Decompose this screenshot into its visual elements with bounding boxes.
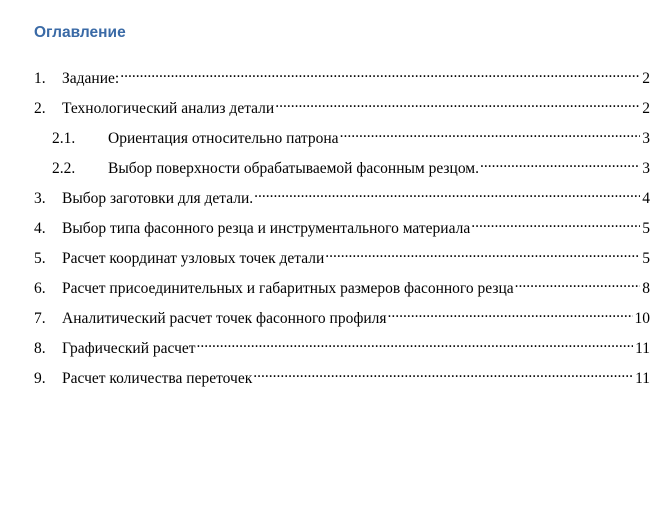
toc-dot-leader [340, 123, 641, 143]
toc-entry-number: 9. [34, 370, 46, 387]
toc-entry[interactable] [34, 363, 650, 387]
toc-entry-title: Ориентация относительно патрона [108, 130, 339, 147]
toc-entry-title: Задание: [62, 70, 120, 87]
toc-entry-number: 6. [34, 280, 46, 297]
toc-entry-page: 11 [635, 370, 650, 387]
toc-entry-title: Выбор типа фасонного резца и инструментального материала [62, 220, 471, 237]
toc-entry-number: 3. [34, 190, 46, 207]
toc-entry[interactable] [34, 303, 650, 327]
toc-dot-leader [515, 273, 641, 293]
toc-entry-page: 2 [642, 100, 650, 117]
toc-entry-title: Расчет присоединительных и габаритных размеров фасонного резца [62, 280, 514, 297]
toc-dot-leader [325, 243, 640, 263]
toc-entry-page: 5 [642, 250, 650, 267]
toc-entry[interactable] [34, 63, 650, 87]
toc-entry-page: 3 [642, 160, 650, 177]
toc-entry[interactable] [52, 153, 650, 177]
toc-entry[interactable] [52, 123, 650, 147]
toc-dot-leader [120, 63, 640, 83]
toc-entry-page: 4 [642, 190, 650, 207]
toc-dot-leader [471, 213, 640, 233]
toc-entry-title: Технологический анализ детали [62, 100, 275, 117]
toc-entry[interactable] [34, 243, 650, 267]
toc-entry[interactable] [34, 183, 650, 207]
toc-heading: Оглавление [34, 24, 126, 41]
toc-entry-number: 2.1. [52, 130, 76, 147]
toc-dot-leader [480, 153, 640, 173]
toc-entry-number: 4. [34, 220, 46, 237]
toc-entry[interactable] [34, 213, 650, 237]
toc-entry-page: 3 [642, 130, 650, 147]
toc-entry-title: Расчет координат узловых точек детали [62, 250, 325, 267]
toc-entry-page: 11 [635, 340, 650, 357]
toc-dot-leader [254, 183, 640, 203]
toc-entry-number: 2.2. [52, 160, 76, 177]
toc-dot-leader [253, 363, 633, 383]
toc-entry-number: 8. [34, 340, 46, 357]
toc-entry-number: 1. [34, 70, 46, 87]
toc-entry-page: 5 [642, 220, 650, 237]
table-of-contents [34, 24, 650, 387]
toc-dot-leader [275, 93, 640, 113]
toc-entry-number: 5. [34, 250, 46, 267]
toc-dot-leader [197, 333, 634, 353]
toc-entry[interactable] [34, 333, 650, 357]
toc-entry-title: Расчет количества переточек [62, 370, 253, 387]
toc-entry-page: 8 [642, 280, 650, 297]
toc-entry-title: Выбор заготовки для детали. [62, 190, 254, 207]
toc-entry[interactable] [34, 93, 650, 117]
toc-entry-page: 2 [642, 70, 650, 87]
toc-entry-page: 10 [634, 310, 650, 327]
toc-entry-number: 2. [34, 100, 46, 117]
toc-entry-title: Аналитический расчет точек фасонного профиля [62, 310, 387, 327]
toc-entry-title: Выбор поверхности обрабатываемой фасонным резцом. [108, 160, 479, 177]
toc-entry-number: 7. [34, 310, 46, 327]
toc-entry[interactable] [34, 273, 650, 297]
toc-dot-leader [388, 303, 633, 323]
toc-entry-title: Графический расчет [62, 340, 196, 357]
